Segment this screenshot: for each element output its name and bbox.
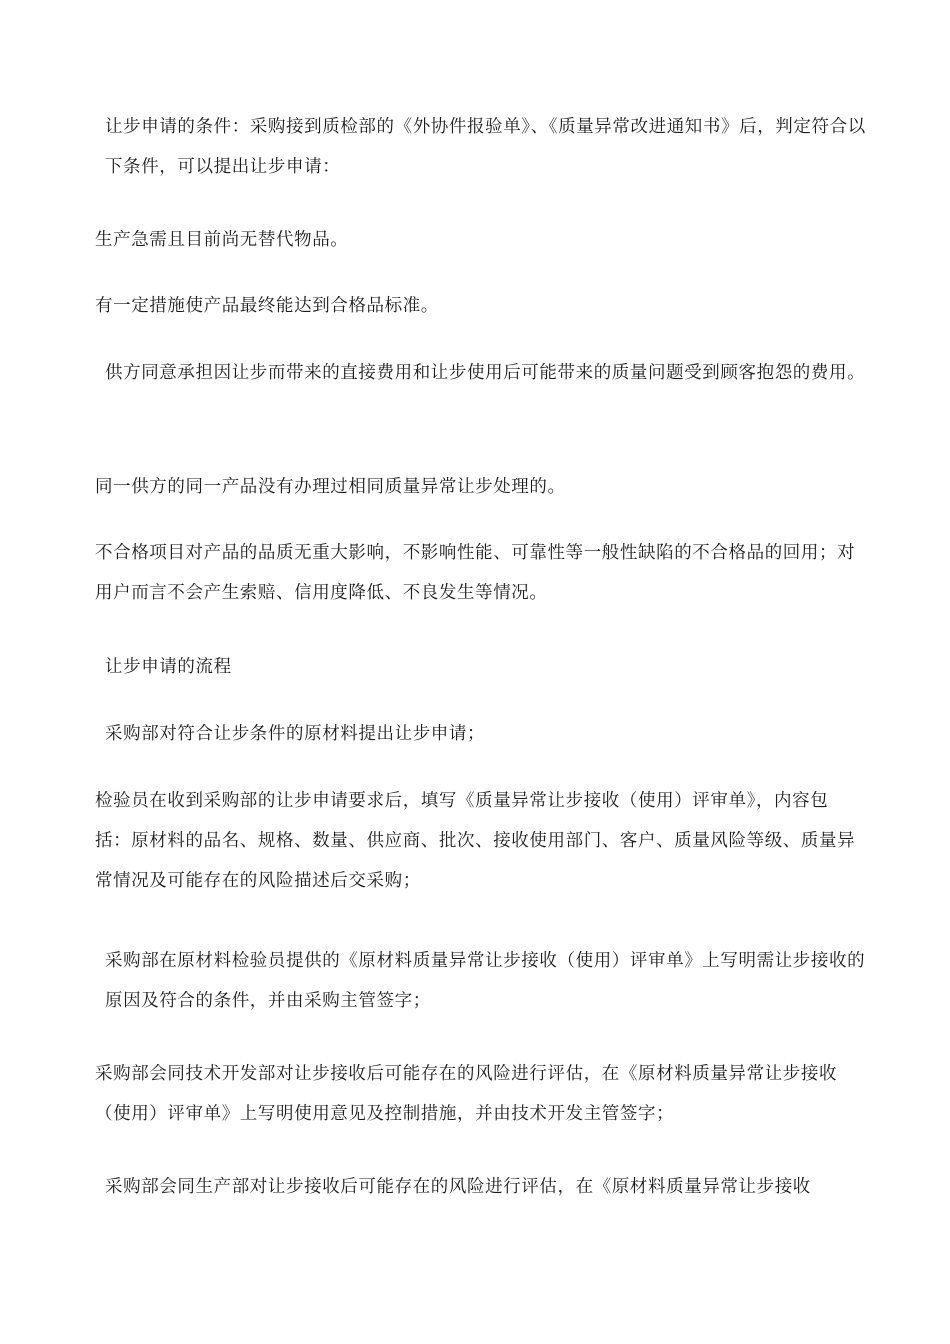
paragraph-process-step-purchasing: 采购部在原材料检验员提供的《原材料质量异常让步接收（使用）评审单》上写明需让步接收的原因及符合的条件，并由采购主管签字； bbox=[105, 951, 866, 1011]
paragraph-concession-conditions: 让步申请的条件：采购接到质检部的《外协件报验单》、《质量异常改进通知书》后，判定符合以下条件，可以提出让步申请： bbox=[105, 117, 866, 177]
paragraph-process-step-tech-dev: 采购部会同技术开发部对让步接收后可能存在的风险进行评估，在《原材料质量异常让步接收（使用）评审单》上写明使用意见及控制措施，并由技术开发主管签字； bbox=[95, 1064, 838, 1124]
paragraph-process-step-production: 采购部会同生产部对让步接收后可能存在的风险进行评估，在《原材料质量异常让步接收 bbox=[105, 1177, 811, 1197]
paragraph-process-step-apply: 采购部对符合让步条件的原材料提出让步申请； bbox=[105, 724, 486, 744]
paragraph-condition-measures: 有一定措施使产品最终能达到合格品标准。 bbox=[95, 296, 439, 316]
section-heading-process: 让步申请的流程 bbox=[105, 657, 232, 677]
paragraph-condition-supplier-costs: 供方同意承担因让步而带来的直接费用和让步使用后可能带来的质量问题受到顾客抱怨的费用。 bbox=[105, 363, 866, 383]
paragraph-condition-no-repeat: 同一供方的同一产品没有办理过相同质量异常让步处理的。 bbox=[95, 477, 566, 497]
paragraph-condition-urgent-need: 生产急需且目前尚无替代物品。 bbox=[95, 230, 349, 250]
paragraph-process-step-inspector: 检验员在收到采购部的让步申请要求后，填写《质量异常让步接收（使用）评审单》，内容包括：原材料的品名、规格、数量、供应商、批次、接收使用部门、客户、质量风险等级、质量异常情况及可能存在的风险描述后交采购； bbox=[95, 791, 856, 891]
paragraph-condition-no-major-impact: 不合格项目对产品的品质无重大影响，不影响性能、可靠性等一般性缺陷的不合格品的回用；对用户而言不会产生索赔、信用度降低、不良发生等情况。 bbox=[95, 543, 856, 603]
